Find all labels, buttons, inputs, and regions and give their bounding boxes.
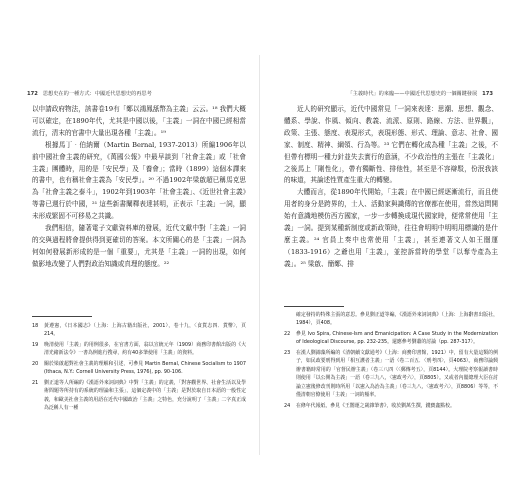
body-text [32, 104, 246, 271]
footnote-text: 黃遵憲，《日本國志》（上海：上海古籍出版社，2001），卷十九，〈食貨志四．貨幣〉，頁214。 [44, 323, 246, 338]
footnote-number: 23 [284, 350, 291, 356]
running-head-title: 「主義時代」的來臨——中國近代思想史的一個關鍵發展 [347, 91, 478, 97]
footnote-text: 晚清使用「主義」的用例很多，在官書方面，翁以宣統元年（1909）商務印書館出版的《大清光緒新法令》一書為例進行搜尋，約有40多筆使用「主義」的資料。 [44, 342, 246, 357]
footnote-text: 在漢人劉錦藻所編的《清朝續文獻通考》（上海：商務印書館，1921）中，留有大量這類的例子，如民政要刑得到用「相互護者主義」一語（卷二百五．〈刑考四〉，頁4063）。商務印論興辦書籍時常用的「官督民辦主義」（卷三八四〈〈郵傳考五〉，頁8144）。大理院考察報讀書時則使用「以公開為主義」一語（卷三九八，〈憲政考六〉，頁8805）。又或者內閣總理大臣在討論立憲後修改刊則時所用「以憲入為治為主義」（卷三九八，〈憲政考六〉，頁8806）等等，不僅清朝官僚使用「主義」一詞的頻率。 [296, 350, 498, 399]
paragraph: 大體而言，從1890年代開始，「主義」在中國已經逐漸流行，而且使用者的身分是跨界的，士人、活動家與識傳的官僚都在使用，當然這問開始有意識地模仿西方國家，一步一步轉換成現代國家時，便常常使用「主義」一詞。提到某種新制度或新政策時，往往會明明中明明用標識的是什麼主義。²⁴ 官員上奏中也常使用「主義」，甚至連著文人如王闓運（1833-1916）之爺也用「主義」，並控訴當時的學堂「以奪寺產為主義」。²⁵ 梁啟、簡鄭、排 [284, 188, 498, 268]
footnote-number: 24 [284, 402, 291, 409]
running-head [347, 91, 493, 97]
footnote [32, 322, 246, 339]
footnote-text: 在條年代報紙，參見《王闓運之歲雜筆書》，收於劉萬生撰，錢寶鑫點校。 [296, 402, 455, 409]
footnote-rule [284, 306, 344, 307]
footnote-rule [32, 316, 92, 317]
footnotes [284, 311, 498, 412]
body-text [284, 104, 498, 271]
footnotes [32, 322, 246, 415]
footnote [284, 349, 498, 399]
footnote-text: 確定發持的特殊主張的意思。參見劉正道等編，《漢語外來詞詞典》（上海：上海辭書出版社，1984），頁408。 [296, 312, 498, 327]
footnote-text: 關於梁啟超對社會主義的理解和引述，可參見 Martin Bernal, Chinese Socialism to 1907 (Ithaca, N.Y.: Cornell University Press, 1976), pp. 90-106. [44, 361, 246, 376]
footnote [32, 341, 246, 358]
paragraph: 近人的研究顯示，近代中國常見「一詞來表達：思潮、思想、觀念、體系、學說、作風、傾向、教義、流派、原則、路線、方法、世界觀」，政策、主張、態度、表現形式，表現形態、形式、理論、意志、社會、國家、制度、精神、綱領、行為等。²³ 它們在轉化成為種「主義」之後，不但帶有標明一種力針並失去實行的意涵，不少政治性的主張在「主義化」之後馬上「剛性化」，帶有獨斷性、排他性，甚至是不容辯駁，份泯我該的味道，其論述性質產生重大的轉變。 [284, 105, 498, 185]
footnote-number: 19 [32, 342, 39, 348]
footnote [284, 402, 498, 410]
running-head [27, 91, 152, 97]
page-number: 173 [482, 91, 493, 97]
footnote-number: 20 [32, 361, 39, 367]
footnote [32, 360, 246, 377]
footnote-number: 18 [32, 323, 39, 329]
footnote-text: 參見 Ivo Spira, Chinese-Ism and Emanicipation: A Case Study in the Modernization of Ideological Discourse, pp. 232-235。還應參考劉蕭的討論（pp. 287-317）。 [296, 331, 498, 346]
footnote [32, 379, 246, 413]
footnote-text: 劉正道等人所編的《漢語外來詞詞典》中對「主義」的定義，「對客觀世界、社會生活以及學術問題等所持有的系統的理論和主張」，這個定義中的「主義」是對於取自日本語的一般性定義，和歐美社會主義的用語在近代中國政治「主義」之特色，充分說明了「主義」二字真正成為泛稱人有一種 [44, 380, 246, 412]
footnote [284, 311, 498, 328]
paragraph: 以申請政府物法，該書卷19有「鄭以鴻鳳舐幣為主義」云云。¹⁸ 我們大概可以確定，在1890年代，尤其是中國以後，「主義」一詞在中國已經相當流行，清末的官書中大量出現各種「主義」。¹⁹ [32, 105, 246, 137]
page-number: 172 [27, 91, 38, 97]
footnote [284, 330, 498, 347]
running-head-title: 思想史在的一種方式：中國近代思想史的再思考 [42, 91, 152, 97]
paragraph: 我們相信，隨著電子文獻資料庫的發展，近代文獻中對「主義」一詞的交與過程將會提供得到更確切的答案。本文所關心的是「主義」一詞為何如何發展新形成的是一個「重要」，尤其是「主義」一詞的出現，如何做影地改變了人們對政治知識或真理的態度。²² [32, 224, 246, 268]
right-page [260, 0, 520, 500]
footnote-number [284, 311, 296, 328]
paragraph: 根據馬丁‧伯納爾（Martin Bernal, 1937-2013）所編1906年以前中國社會主義的研究，《萬國公報》中最早談到「社會主義」或「社會主義」團體時，用的是「安民學」及「養會」；當時（1899）這個本譯來的書中，也有稱社會主義為「安民學」。²⁰ 不過1902年梁啟超已稱馬克思為「社會主義之泰斗」，1902年到1903年「社會主義」、《近世社會主義》等書已週行於中國，²¹ 這些新書闡釋表達甚明，正表示「主義」一詞，顯未形成繁固不可移易之共識。 [32, 140, 246, 221]
footnote-number: 22 [284, 331, 291, 337]
footnote-number: 21 [32, 380, 39, 386]
